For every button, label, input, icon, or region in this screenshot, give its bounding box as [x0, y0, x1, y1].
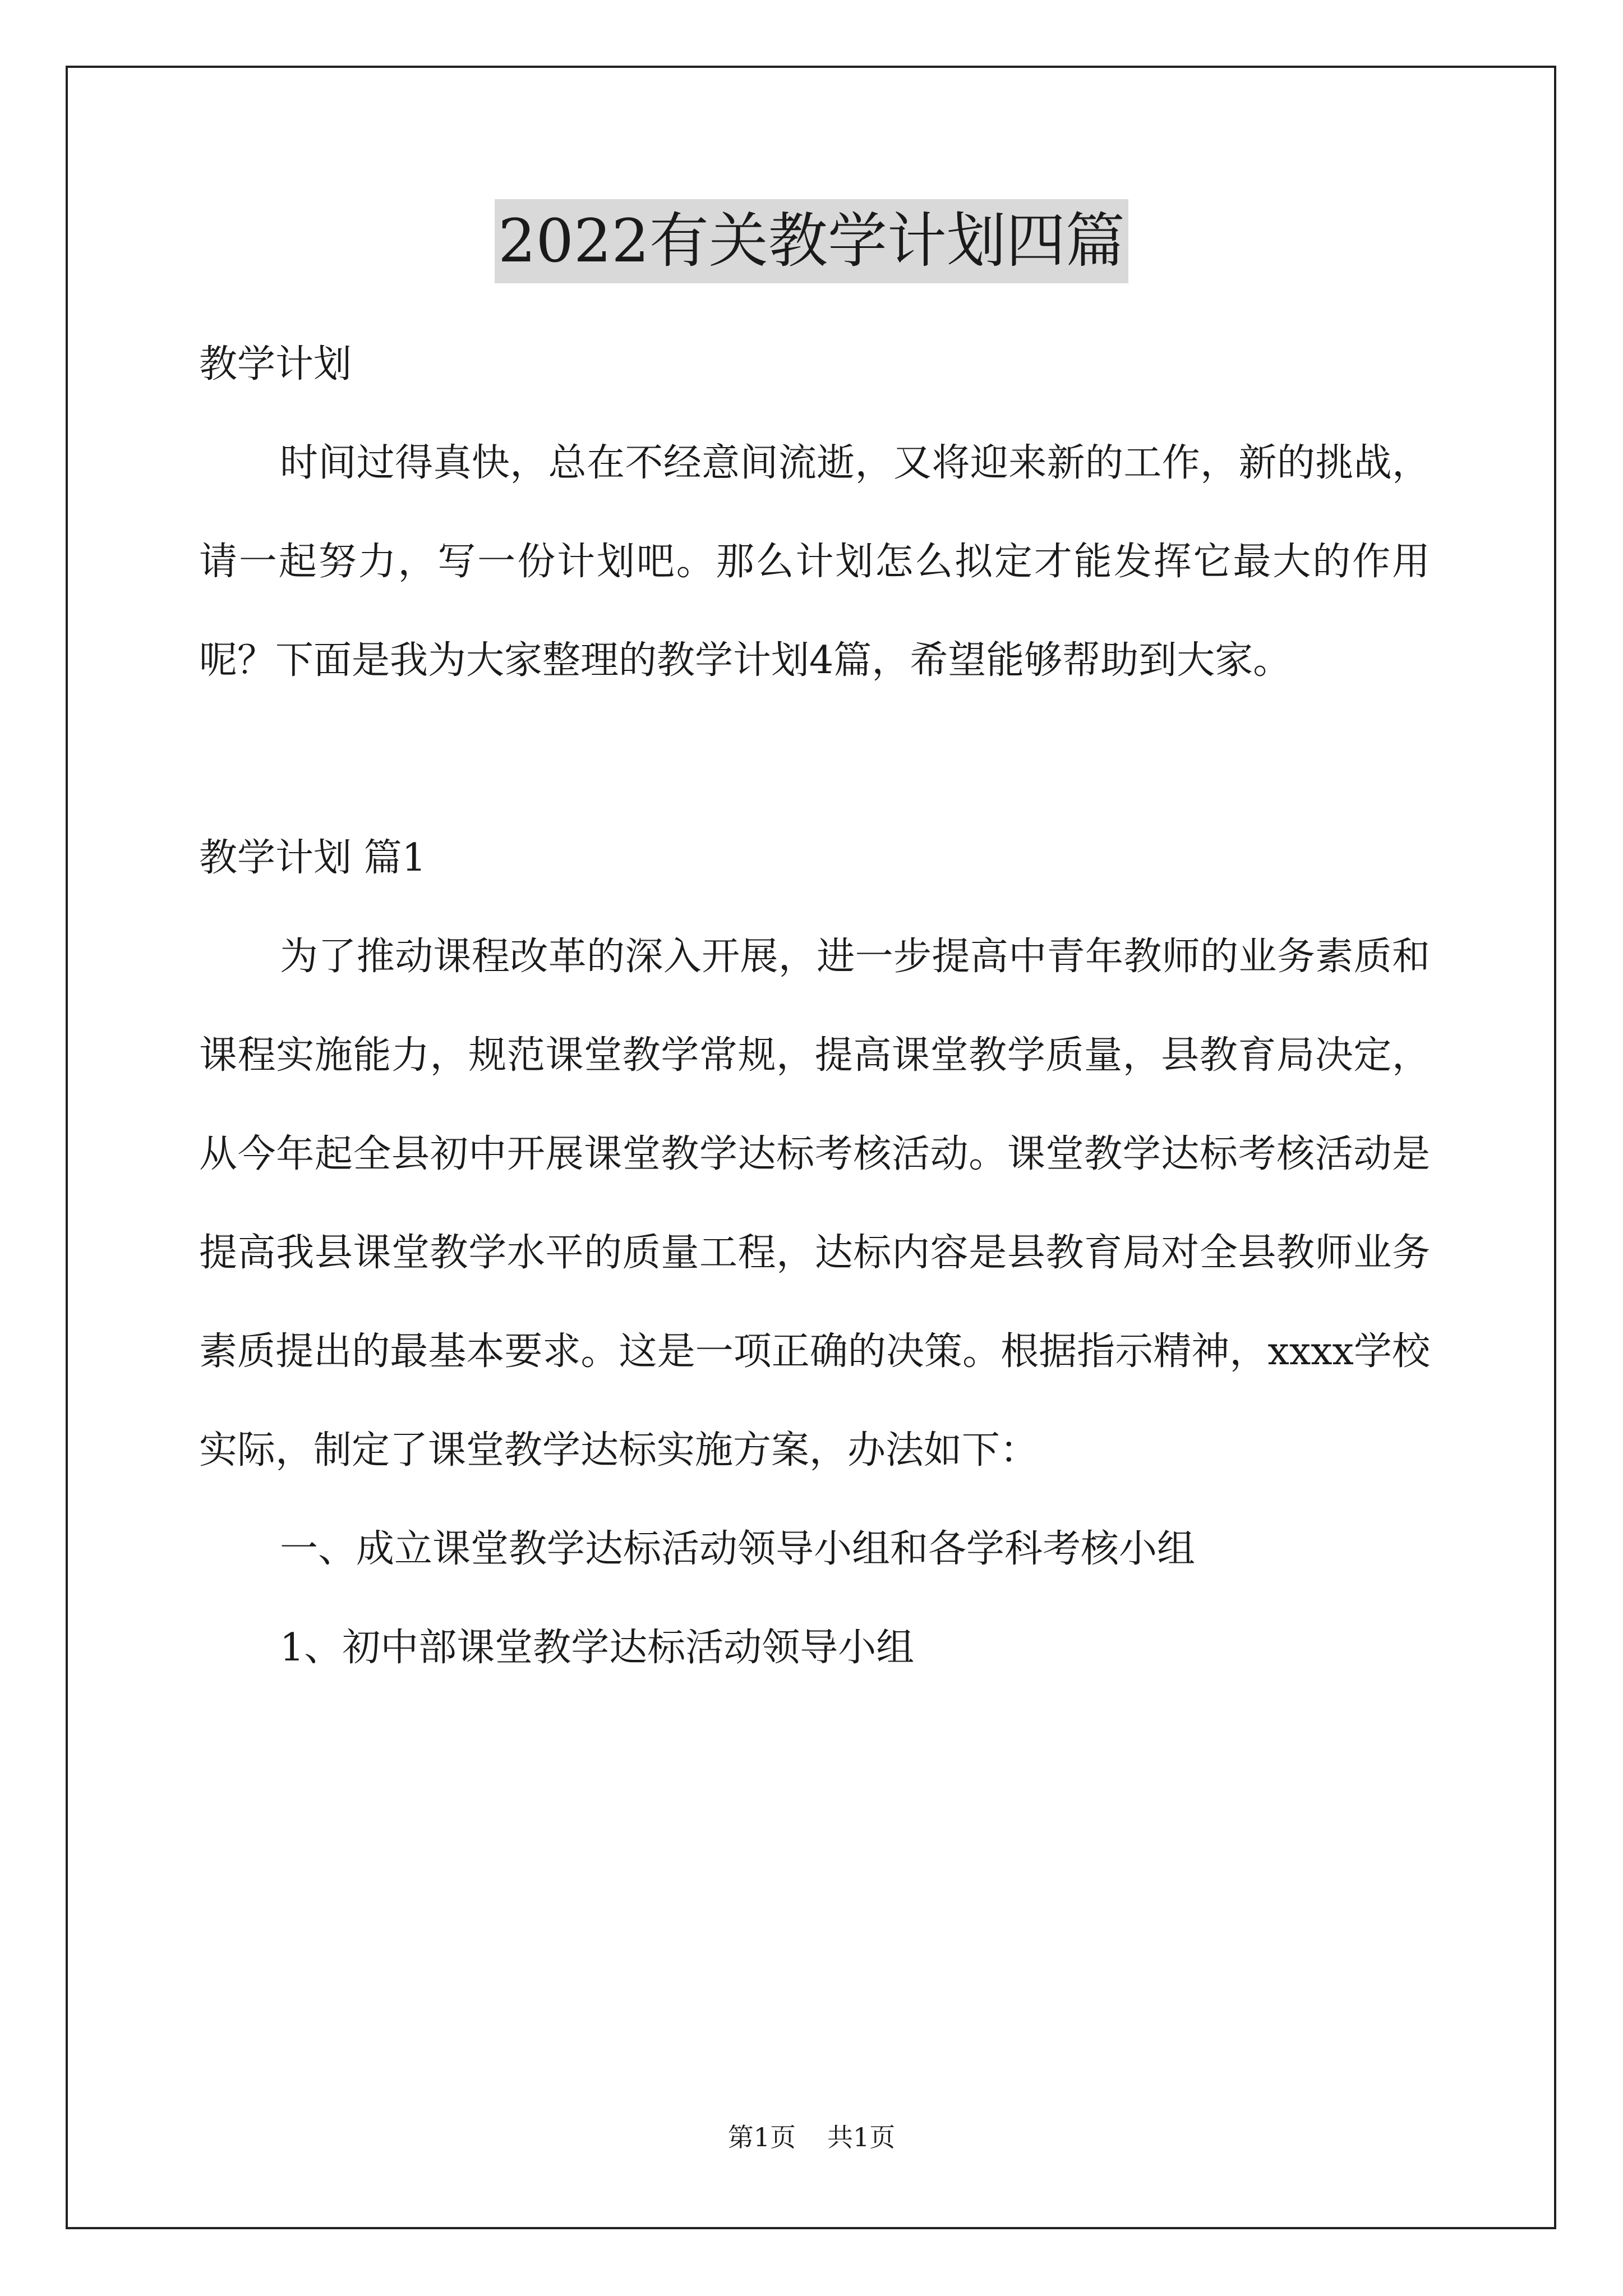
section-heading: 教学计划 [199, 342, 352, 386]
intro-paragraph: 时间过得真快，总在不经意间流逝，又将迎来新的工作，新的挑战，请一起努力，写一份计划吧。那么计划怎么拟定才能发挥它最大的作用呢？下面是我为大家整理的教学计划4篇，希望能够帮助到大家。 [199, 441, 1430, 683]
list-item: 1、初中部课堂教学达标活动领导小组 [280, 1626, 915, 1670]
section-heading: 教学计划 篇1 [199, 836, 426, 880]
document-title: 2022有关教学计划四篇 [495, 199, 1128, 283]
title-wrap [0, 199, 1623, 283]
page-footer [0, 2120, 1623, 2154]
list-heading: 一、成立课堂教学达标活动领导小组和各学科考核小组 [280, 1527, 1196, 1571]
page-number: 第1页 [727, 2122, 796, 2152]
document-body [199, 315, 1430, 1697]
body-paragraph: 为了推动课程改革的深入开展，进一步提高中青年教师的业务素质和课程实施能力，规范课堂教学常规，提高课堂教学质量，县教育局决定，从今年起全县初中开展课堂教学达标考核活动。课堂教学达标考核活动是提高我县课堂教学水平的质量工程，达标内容是县教育局对全县教师业务素质提出的最基本要求。这是一项正确的决策。根据指示精神，xxxx学校实际，制定了课堂教学达标实施方案，办法如下： [199, 935, 1430, 1473]
page-total: 共1页 [827, 2122, 896, 2152]
